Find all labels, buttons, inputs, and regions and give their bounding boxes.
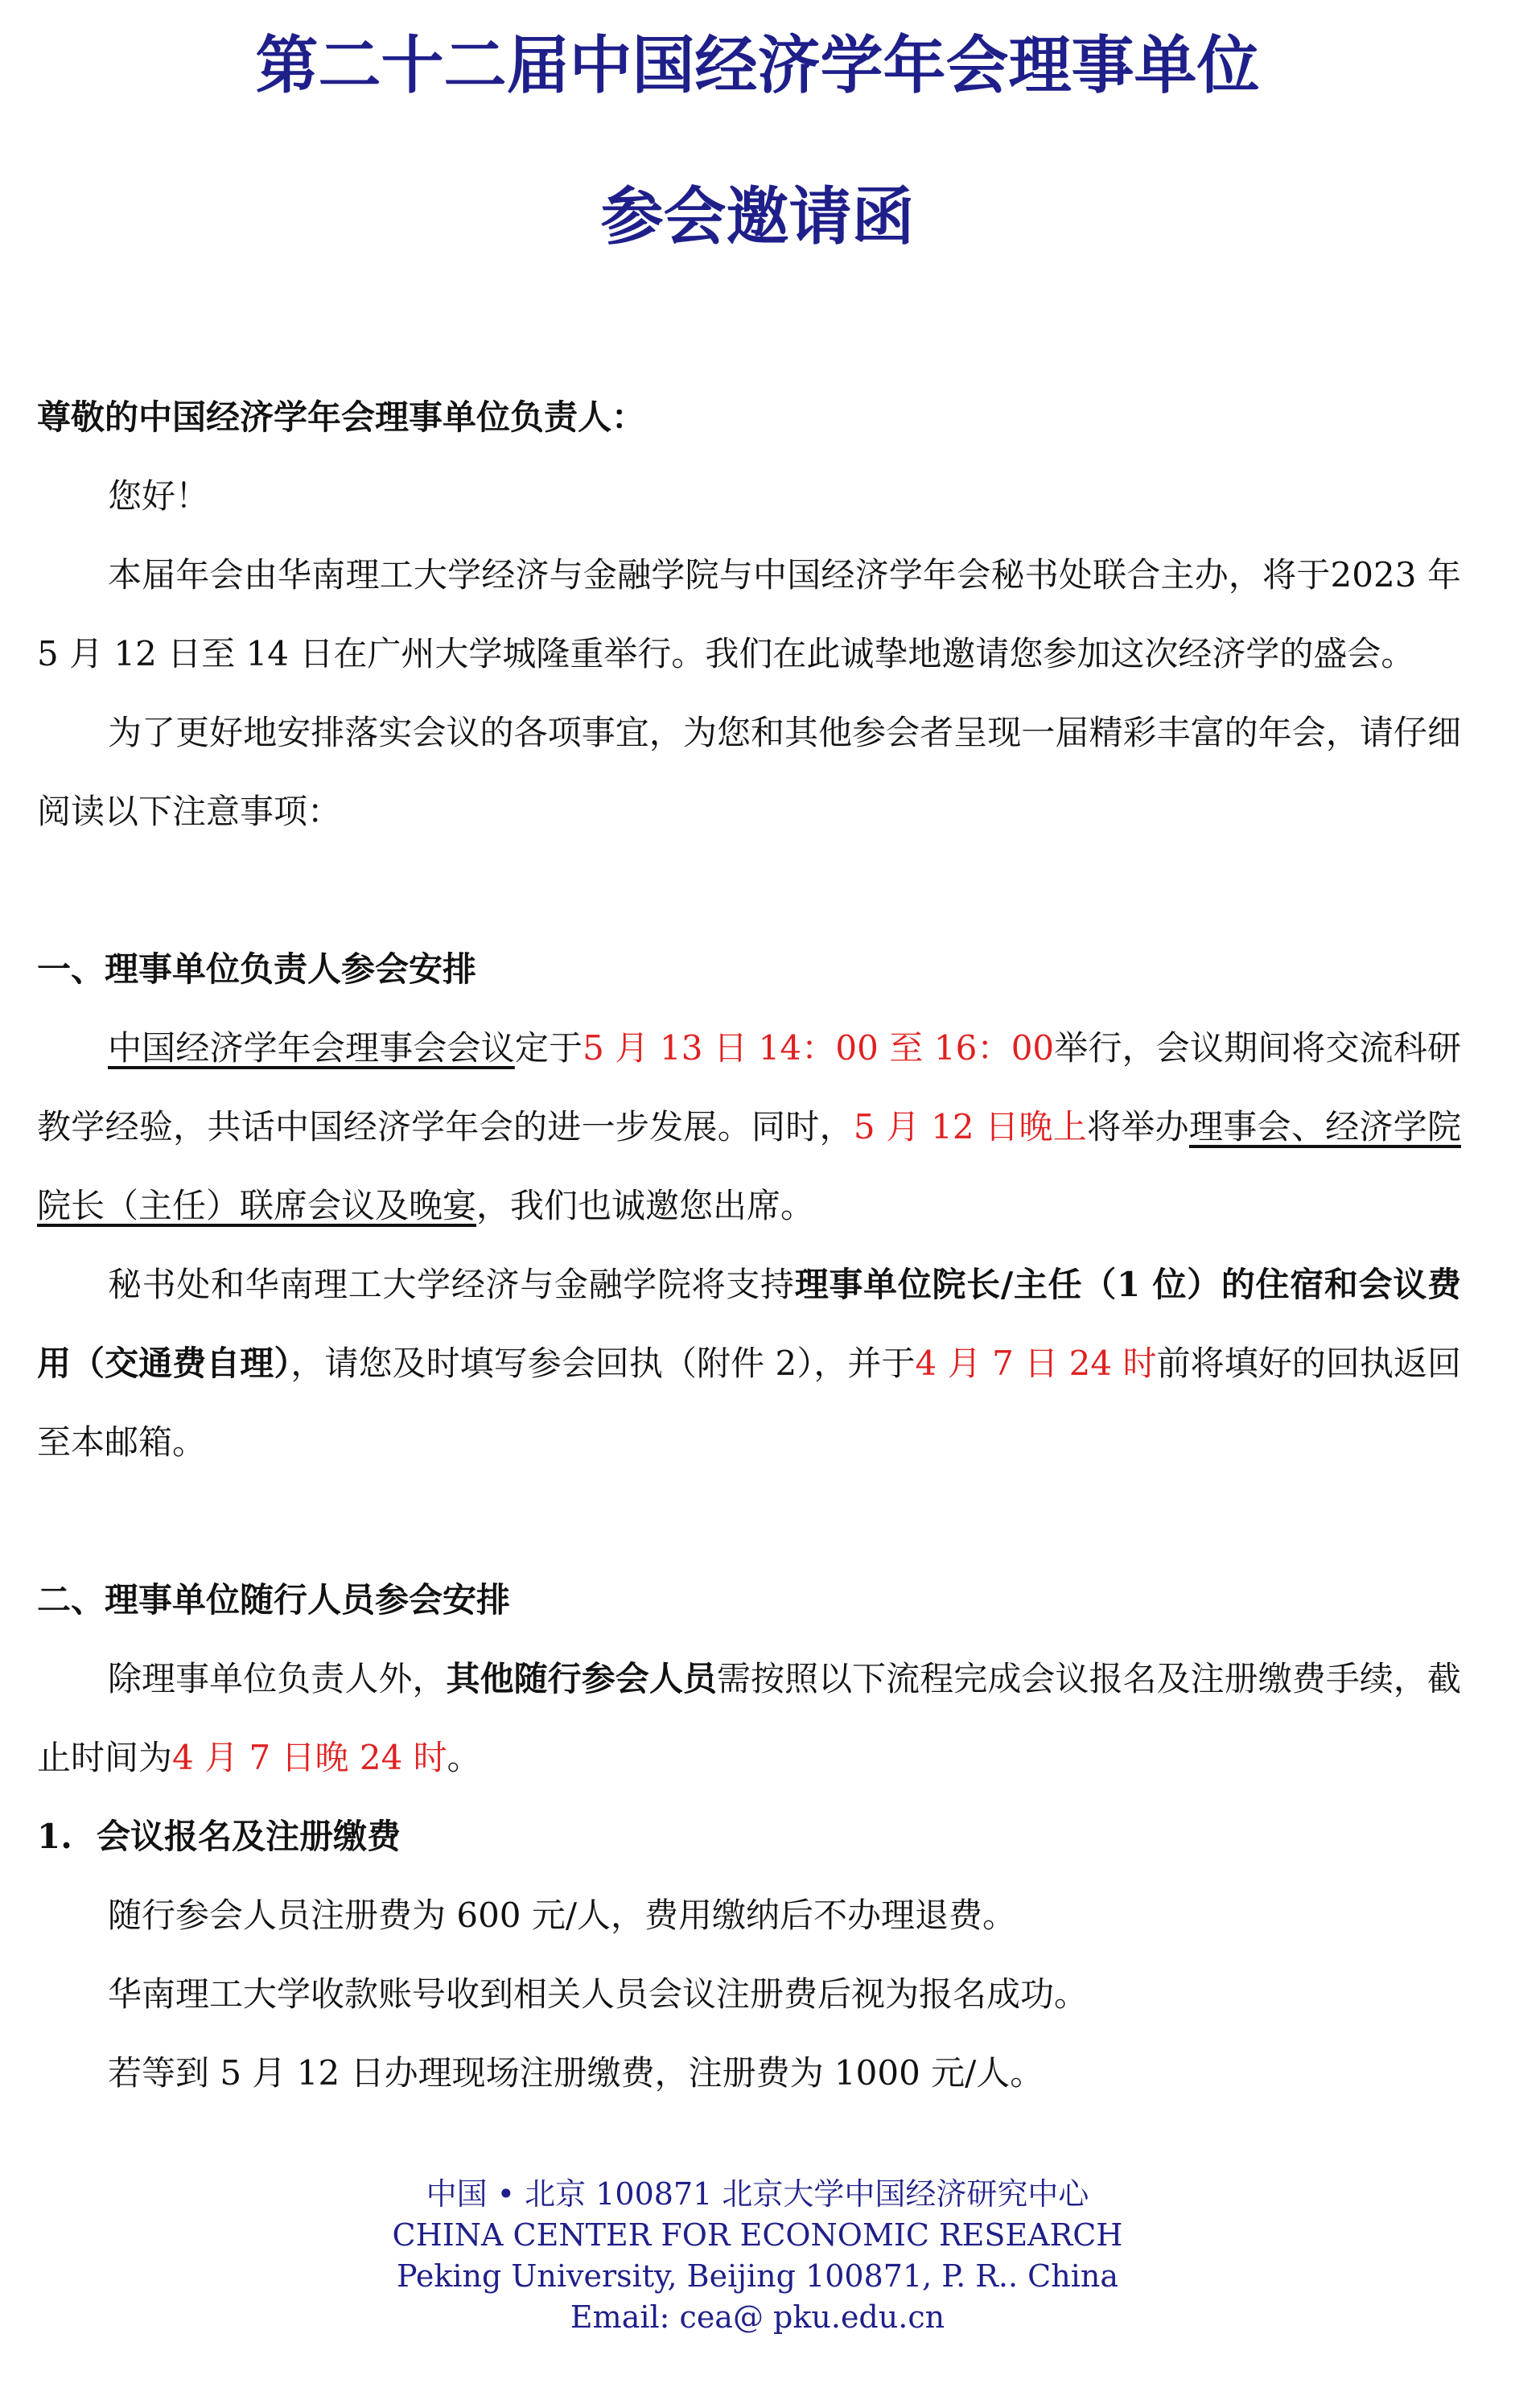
footer-org-en: CHINA CENTER FOR ECONOMIC RESEARCH <box>392 2217 1123 2253</box>
text-segment: 将举办 <box>1087 1107 1189 1146</box>
footer-address-cn: 中国 • 北京 100871 北京大学中国经济研究中心 <box>426 2176 1089 2212</box>
fee-line-2: 华南理工大学收款账号收到相关人员会议注册费后视为报名成功。 <box>108 1974 1089 2014</box>
greeting: 您好！ <box>108 476 210 516</box>
subsection-1-heading <box>37 1797 1461 1876</box>
section-2-paragraph-1 <box>37 1640 1461 1797</box>
text-segment: ，请您及时填写参会回执（附件 2），并于 <box>290 1344 916 1383</box>
section-2-heading: 二、理事单位随行人员参会安排 <box>37 1580 511 1620</box>
council-meeting-time: 5 月 13 日 14：00 至 16：00 <box>583 1028 1055 1068</box>
subsection-title: 会议报名及注册缴费 <box>97 1817 401 1856</box>
intro-paragraph-2: 为了更好地安排落实会议的各项事宜，为您和其他参会者呈现一届精彩丰富的年会，请仔细阅读以下注意事项： <box>37 713 1461 831</box>
text-segment: ，我们也诚邀您出席。 <box>476 1186 815 1225</box>
registration-deadline: 4 月 7 日晚 24 时 <box>172 1738 447 1777</box>
letter-body <box>37 378 1461 2113</box>
footer-address-en: Peking University, Beijing 100871, P. R.. China <box>397 2258 1118 2294</box>
text-segment: 定于 <box>514 1028 583 1068</box>
salutation: 尊敬的中国经济学年会理事单位负责人： <box>37 397 646 437</box>
joint-meeting-name: 理事会、经济学院院长（主任）联席会议及晚宴 <box>37 1107 1461 1225</box>
text-segment: 除理事单位负责人外， <box>108 1659 447 1698</box>
subsection-number: 1. <box>37 1817 72 1856</box>
text-segment: 举行，会议期间将交流科研教学经验，共话中国经济学年会的进一步发展。同时， <box>37 1028 1461 1146</box>
spacer <box>37 851 1461 930</box>
fee-line-3: 若等到 5 月 12 日办理现场注册缴费，注册费为 1000 元/人。 <box>108 2053 1044 2093</box>
council-meeting-name: 中国经济学年会理事会会议 <box>108 1028 515 1068</box>
title-line-1: 第二十二届中国经济学年会理事单位 <box>255 30 1260 102</box>
support-scope: 理事单位院长/主任（1 位）的住宿和会议费用（交通费自理） <box>37 1265 1461 1383</box>
section-1-paragraph-2 <box>37 1245 1461 1482</box>
section-1-heading: 一、理事单位负责人参会安排 <box>37 949 477 989</box>
text-segment: 前将填好的回执返回至本邮箱。 <box>37 1344 1462 1462</box>
dinner-date: 5 月 12 日晚上 <box>853 1107 1088 1146</box>
title-line-2: 参会邀请函 <box>600 181 915 253</box>
accompanying-staff: 其他随行参会人员 <box>446 1659 717 1698</box>
spacer <box>37 1482 1461 1561</box>
intro-paragraph-1: 本届年会由华南理工大学经济与金融学院与中国经济学年会秘书处联合主办，将于2023 年 5 月 12 日至 14 日在广州大学城隆重举行。我们在此诚挚地邀请您参加这次经济学的盛会。 <box>37 555 1461 673</box>
footer-email: Email: cea@ pku.edu.cn <box>570 2299 945 2335</box>
reply-deadline: 4 月 7 日 24 时 <box>915 1344 1157 1383</box>
section-1-paragraph-1 <box>37 1009 1461 1245</box>
text-segment: 秘书处和华南理工大学经济与金融学院将支持 <box>108 1265 795 1304</box>
text-segment: 。 <box>447 1738 481 1777</box>
text-segment: 需按照以下流程完成会议报名及注册缴费手续，截止时间为 <box>37 1659 1461 1777</box>
letterhead-footer <box>0 2174 1515 2338</box>
fee-line-1: 随行参会人员注册费为 600 元/人，费用缴纳后不办理退费。 <box>108 1896 1017 1935</box>
